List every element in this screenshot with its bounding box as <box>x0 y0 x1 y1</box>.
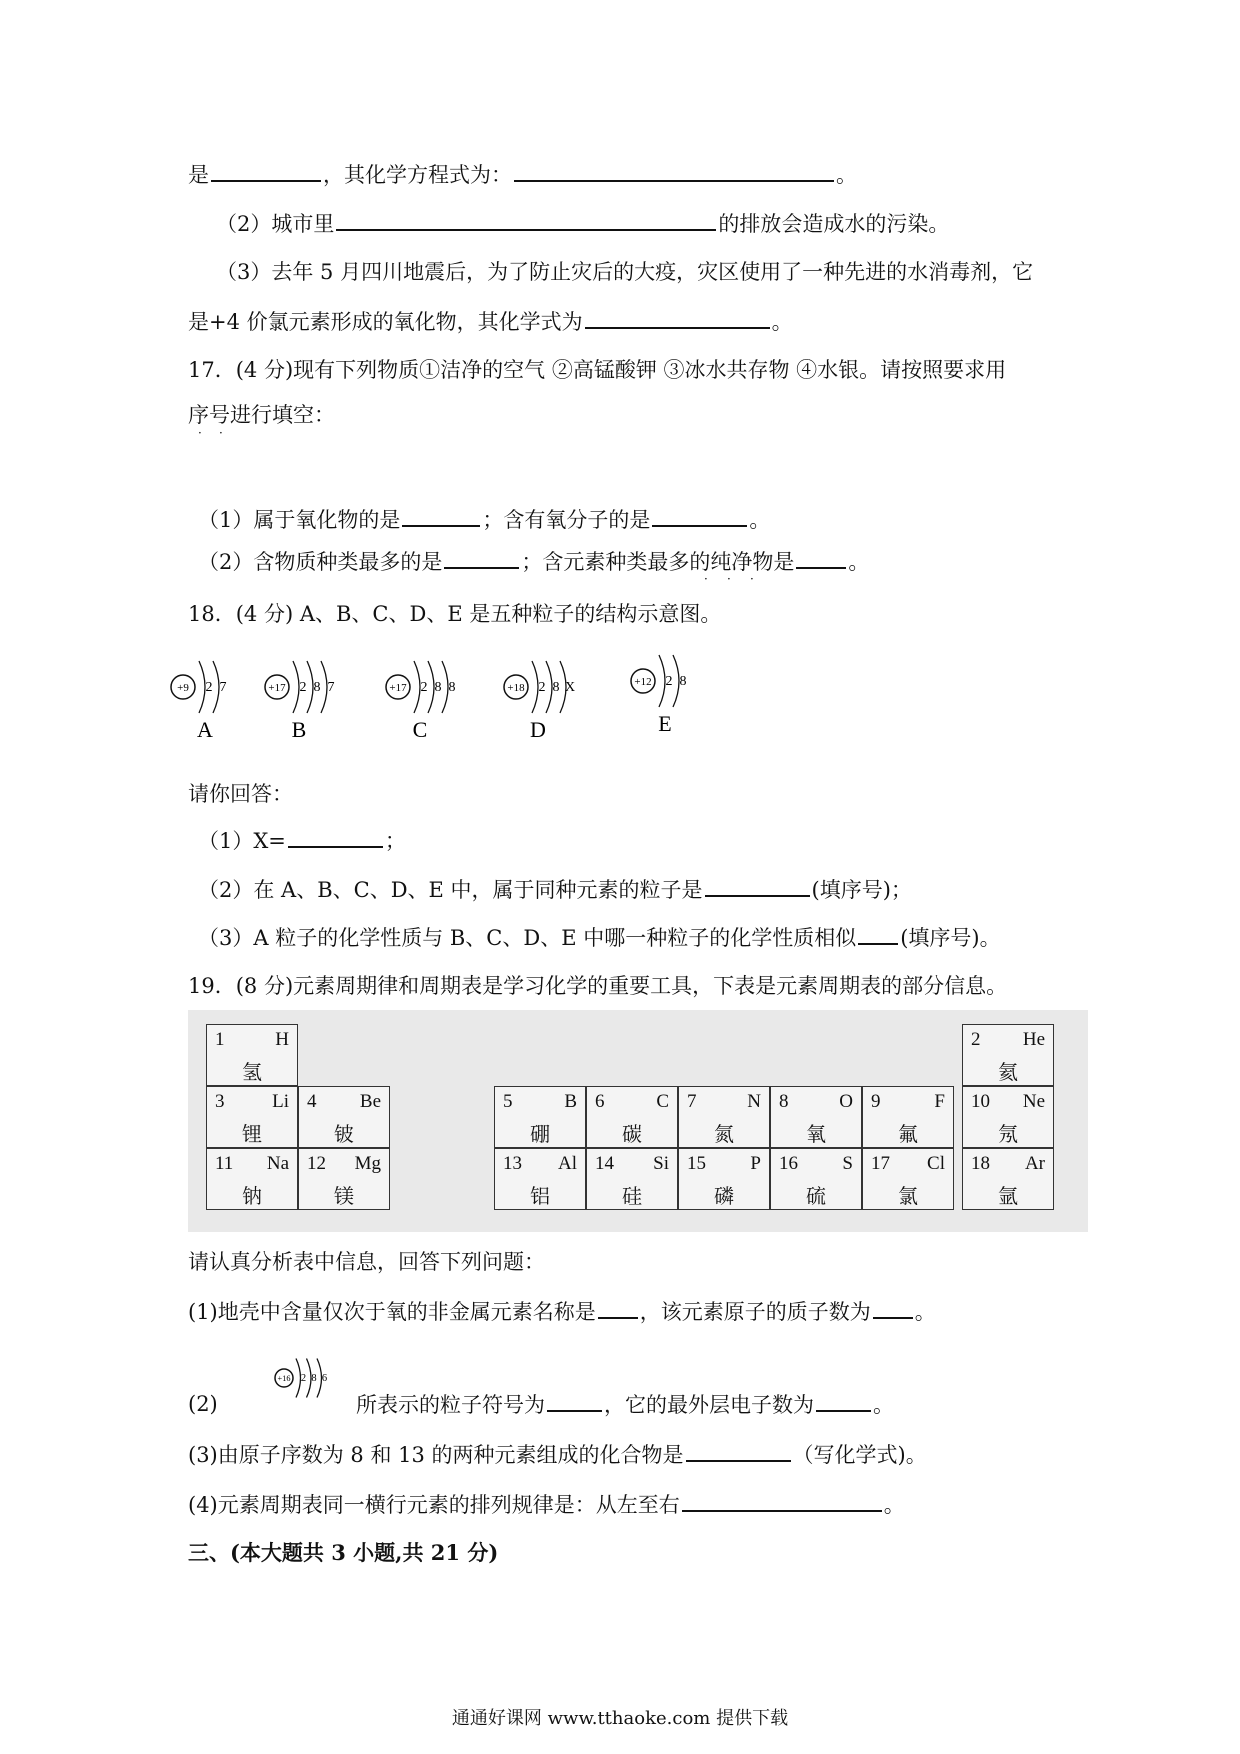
electron-shell-arc <box>428 661 434 713</box>
atomic-number: 5 <box>503 1091 513 1112</box>
atomic-number: 10 <box>971 1091 990 1112</box>
text: 。 <box>771 310 793 334</box>
element-symbol: C <box>656 1091 669 1112</box>
question-17-1 <box>198 505 770 534</box>
element-name: 镁 <box>334 1186 354 1208</box>
electron-shell-arc <box>546 661 552 713</box>
text: ；含元素种类最多的纯净物是 <box>521 550 795 574</box>
atomic-number: 9 <box>871 1091 881 1112</box>
electron-shell-arc <box>307 1359 312 1398</box>
element-symbol: Al <box>558 1153 577 1174</box>
element-cell-Mg <box>298 1148 390 1210</box>
shell-electron-count: 2 <box>205 680 213 695</box>
shell-electron-count: 8 <box>679 674 687 689</box>
question-17-2 <box>198 547 869 576</box>
shell-electron-count: 8 <box>434 680 442 695</box>
text: (3)由原子序数为 8 和 13 的两种元素组成的化合物是 <box>188 1443 684 1467</box>
element-symbol: Si <box>653 1153 669 1174</box>
electron-shell-arc <box>293 661 299 713</box>
atom-structure-E <box>631 655 687 736</box>
element-name: 硼 <box>530 1124 550 1146</box>
nucleus-charge: +18 <box>507 682 525 694</box>
question-19-3 <box>188 1440 927 1469</box>
element-name: 氢 <box>242 1062 262 1084</box>
shell-electron-count: 8 <box>552 680 560 695</box>
text: （写化学式)。 <box>792 1443 927 1467</box>
element-cell-Be <box>298 1086 390 1148</box>
text: ；含有氧分子的是 <box>482 508 651 532</box>
text: ，其化学方程式为： <box>323 163 512 187</box>
text: 。 <box>914 1300 936 1324</box>
element-name: 硅 <box>622 1186 642 1208</box>
blank[interactable] <box>585 307 770 329</box>
atomic-number: 1 <box>215 1029 225 1050</box>
electron-shell-arc <box>213 661 219 713</box>
electron-shell-arc <box>307 661 313 713</box>
atom-structure-ion <box>275 1359 327 1398</box>
element-name: 铝 <box>530 1186 550 1208</box>
shell-electron-count: 8 <box>311 1373 317 1384</box>
element-cell-Na <box>206 1148 298 1210</box>
sulfur-ion-diagram <box>270 1348 360 1408</box>
text-line-1 <box>188 160 857 189</box>
electron-shell-arc <box>199 661 205 713</box>
element-symbol: Li <box>272 1091 289 1112</box>
text: （2）城市里 <box>216 212 335 236</box>
element-cell-O <box>770 1086 862 1148</box>
nucleus-charge: +9 <box>177 682 189 694</box>
shell-electron-count: 8 <box>313 680 321 695</box>
element-cell-Li <box>206 1086 298 1148</box>
text: （1）X= <box>198 829 286 853</box>
element-cell-Cl <box>862 1148 954 1210</box>
atomic-number: 3 <box>215 1091 225 1112</box>
electron-shell-arc <box>532 661 538 713</box>
emphasis-dot: · <box>198 426 202 440</box>
element-symbol: Ar <box>1024 1153 1045 1174</box>
blank[interactable] <box>682 1490 882 1512</box>
text: 所表示的粒子符号为 <box>356 1393 545 1417</box>
element-cell-Ne <box>962 1086 1054 1148</box>
text: 的排放会造成水的污染。 <box>718 212 950 236</box>
atom-label: C <box>412 717 428 742</box>
atomic-number: 18 <box>971 1153 990 1174</box>
text: (4)元素周期表同一横行元素的排列规律是：从左至右 <box>188 1493 680 1517</box>
element-name: 硫 <box>806 1186 826 1208</box>
question-19-2-text <box>356 1390 894 1419</box>
section-3-heading: 三、(本大题共 3 小题,共 21 分) <box>188 1540 499 1565</box>
blank[interactable] <box>816 1390 871 1412</box>
element-symbol: Ne <box>1022 1091 1045 1112</box>
blank[interactable] <box>336 209 716 231</box>
atom-structure-A <box>171 661 227 742</box>
element-symbol: B <box>564 1091 577 1112</box>
blank[interactable] <box>686 1440 791 1462</box>
question-19-4 <box>188 1490 905 1519</box>
blank[interactable] <box>873 1297 913 1319</box>
element-name: 铍 <box>334 1124 354 1146</box>
atom-label: A <box>197 717 213 742</box>
electron-shell-arc <box>317 1359 322 1398</box>
blank[interactable] <box>444 547 519 569</box>
text: ，它的最外层电子数为 <box>604 1393 814 1417</box>
question-19-1 <box>188 1297 936 1326</box>
atom-structure-D <box>504 661 575 742</box>
atomic-number: 7 <box>687 1091 697 1112</box>
element-name: 磷 <box>714 1186 734 1208</box>
nucleus-charge: +17 <box>268 682 286 694</box>
blank[interactable] <box>858 923 898 945</box>
text: (1)地壳中含量仅次于氧的非金属元素名称是 <box>188 1300 596 1324</box>
electron-shell-arc <box>321 661 327 713</box>
shell-electron-count: 2 <box>420 680 428 695</box>
atomic-number: 4 <box>307 1091 317 1112</box>
element-cell-Si <box>586 1148 678 1210</box>
element-name: 锂 <box>242 1124 262 1146</box>
text: ，该元素原子的质子数为 <box>639 1300 871 1324</box>
blank[interactable] <box>402 505 480 527</box>
shell-electron-count: 6 <box>321 1373 328 1384</box>
element-name: 氖 <box>998 1124 1018 1146</box>
ask-text: 请你回答： <box>188 782 293 806</box>
question-19: 19．(8 分)元素周期律和周期表是学习化学的重要工具，下表是元素周期表的部分信息。 <box>188 974 1008 998</box>
atom-diagrams-svg <box>177 662 820 752</box>
element-symbol: F <box>934 1091 945 1112</box>
text: 。 <box>873 1393 894 1417</box>
blank[interactable] <box>796 547 846 569</box>
element-name: 氦 <box>998 1062 1018 1084</box>
blank[interactable] <box>547 1390 602 1412</box>
atom-diagrams <box>177 662 820 752</box>
element-cell-P <box>678 1148 770 1210</box>
blank[interactable] <box>514 160 834 182</box>
electron-shell-arc <box>442 661 448 713</box>
text: (填序号)； <box>811 878 912 902</box>
nucleus-charge: +16 <box>277 1374 291 1383</box>
electron-shell-arc <box>296 1359 301 1398</box>
question-18: 18．(4 分) A、B、C、D、E 是五种粒子的结构示意图。 <box>188 602 722 626</box>
shell-electron-count: 2 <box>300 1373 307 1384</box>
shell-electron-count: 2 <box>299 680 307 695</box>
element-cell-B <box>494 1086 586 1148</box>
text: （2）含物质种类最多的是 <box>198 550 443 574</box>
atomic-number: 14 <box>595 1153 614 1174</box>
element-cell-Al <box>494 1148 586 1210</box>
footer: 通通好课网 www.tthaoke.com 提供下载 <box>451 1708 789 1729</box>
atomic-number: 16 <box>779 1153 798 1174</box>
element-symbol: O <box>839 1091 853 1112</box>
blank[interactable] <box>211 160 321 182</box>
blank[interactable] <box>705 875 810 897</box>
element-name: 氩 <box>998 1186 1018 1208</box>
question-19-intro: 请认真分析表中信息，回答下列问题： <box>188 1250 545 1274</box>
text: 是+4 价氯元素形成的氧化物，其化学式为 <box>188 310 583 334</box>
element-name: 氟 <box>898 1124 918 1146</box>
question-19-2: (2) <box>188 1392 218 1416</box>
element-cell-S <box>770 1148 862 1210</box>
atomic-number: 8 <box>779 1091 789 1112</box>
atomic-number: 11 <box>215 1153 234 1174</box>
element-symbol: P <box>750 1153 761 1174</box>
emphasis-dot: · <box>704 572 708 586</box>
text: 。 <box>836 163 857 187</box>
atomic-number: 17 <box>871 1153 890 1174</box>
element-name: 氮 <box>714 1124 734 1146</box>
atom-structure-B <box>265 661 335 742</box>
element-symbol: Cl <box>927 1153 945 1174</box>
element-name: 氧 <box>806 1124 826 1146</box>
text-line-3: （3）去年 5 月四川地震后，为了防止灾后的大疫，灾区使用了一种先进的水消毒剂，它 <box>216 260 1034 284</box>
atom-label: D <box>530 717 546 742</box>
blank[interactable] <box>288 826 383 848</box>
element-cell-H <box>206 1024 298 1086</box>
emphasis-dot: · <box>219 426 223 440</box>
element-symbol: S <box>842 1153 853 1174</box>
element-symbol: Be <box>359 1091 381 1112</box>
text: （1）属于氧化物的是 <box>198 508 401 532</box>
electron-shell-arc <box>659 655 665 707</box>
question-17-cont: 序号进行填空： <box>188 403 335 427</box>
shell-electron-count: 8 <box>448 680 456 695</box>
element-name: 氯 <box>898 1186 918 1208</box>
text-line-2 <box>216 209 949 238</box>
shell-electron-count: 7 <box>327 680 335 695</box>
electron-shell-arc <box>414 661 420 713</box>
atom-structure-C <box>386 661 456 742</box>
text: 。 <box>883 1493 905 1517</box>
question-17: 17．(4 分)现有下列物质①洁净的空气 ②高锰酸钾 ③冰水共存物 ④水银。请按照要求用 <box>188 358 1007 382</box>
element-symbol: H <box>275 1029 289 1050</box>
atomic-number: 12 <box>307 1153 326 1174</box>
nucleus-charge: +12 <box>634 676 652 688</box>
text: 是 <box>188 163 209 187</box>
element-cell-Ar <box>962 1148 1054 1210</box>
element-cell-N <box>678 1086 770 1148</box>
element-cell-C <box>586 1086 678 1148</box>
element-name: 碳 <box>622 1124 642 1146</box>
text: （2）在 A、B、C、D、E 中，属于同种元素的粒子是 <box>198 878 703 902</box>
electron-shell-arc <box>673 655 679 707</box>
emphasis-dot: · <box>727 572 731 586</box>
question-18-1 <box>198 826 406 855</box>
atomic-number: 2 <box>971 1029 981 1050</box>
shell-electron-count: 2 <box>538 680 546 695</box>
atomic-number: 15 <box>687 1153 706 1174</box>
element-cell-He <box>962 1024 1054 1086</box>
atom-label: E <box>658 711 672 736</box>
element-name: 钠 <box>242 1186 262 1208</box>
question-18-3 <box>198 923 1001 952</box>
atomic-number: 13 <box>503 1153 522 1174</box>
atom-label: B <box>291 717 307 742</box>
nucleus-charge: +17 <box>389 682 407 694</box>
shell-electron-count: X <box>564 680 576 695</box>
text: 。 <box>848 550 870 574</box>
emphasis-dot: · <box>750 572 754 586</box>
element-symbol: Mg <box>354 1153 381 1174</box>
text: ； <box>384 829 406 853</box>
shell-electron-count: 7 <box>219 680 227 695</box>
element-cell-F <box>862 1086 954 1148</box>
text-line-4 <box>188 307 793 336</box>
blank[interactable] <box>652 505 747 527</box>
blank[interactable] <box>598 1297 638 1319</box>
element-symbol: He <box>1022 1029 1045 1050</box>
text: (填序号)。 <box>900 926 1001 950</box>
atomic-number: 6 <box>595 1091 605 1112</box>
element-symbol: N <box>747 1091 761 1112</box>
text: （3）A 粒子的化学性质与 B、C、D、E 中哪一种粒子的化学性质相似 <box>198 926 857 950</box>
question-18-2 <box>198 875 912 904</box>
shell-electron-count: 2 <box>665 674 673 689</box>
element-symbol: Na <box>266 1153 289 1174</box>
text: 。 <box>749 508 771 532</box>
